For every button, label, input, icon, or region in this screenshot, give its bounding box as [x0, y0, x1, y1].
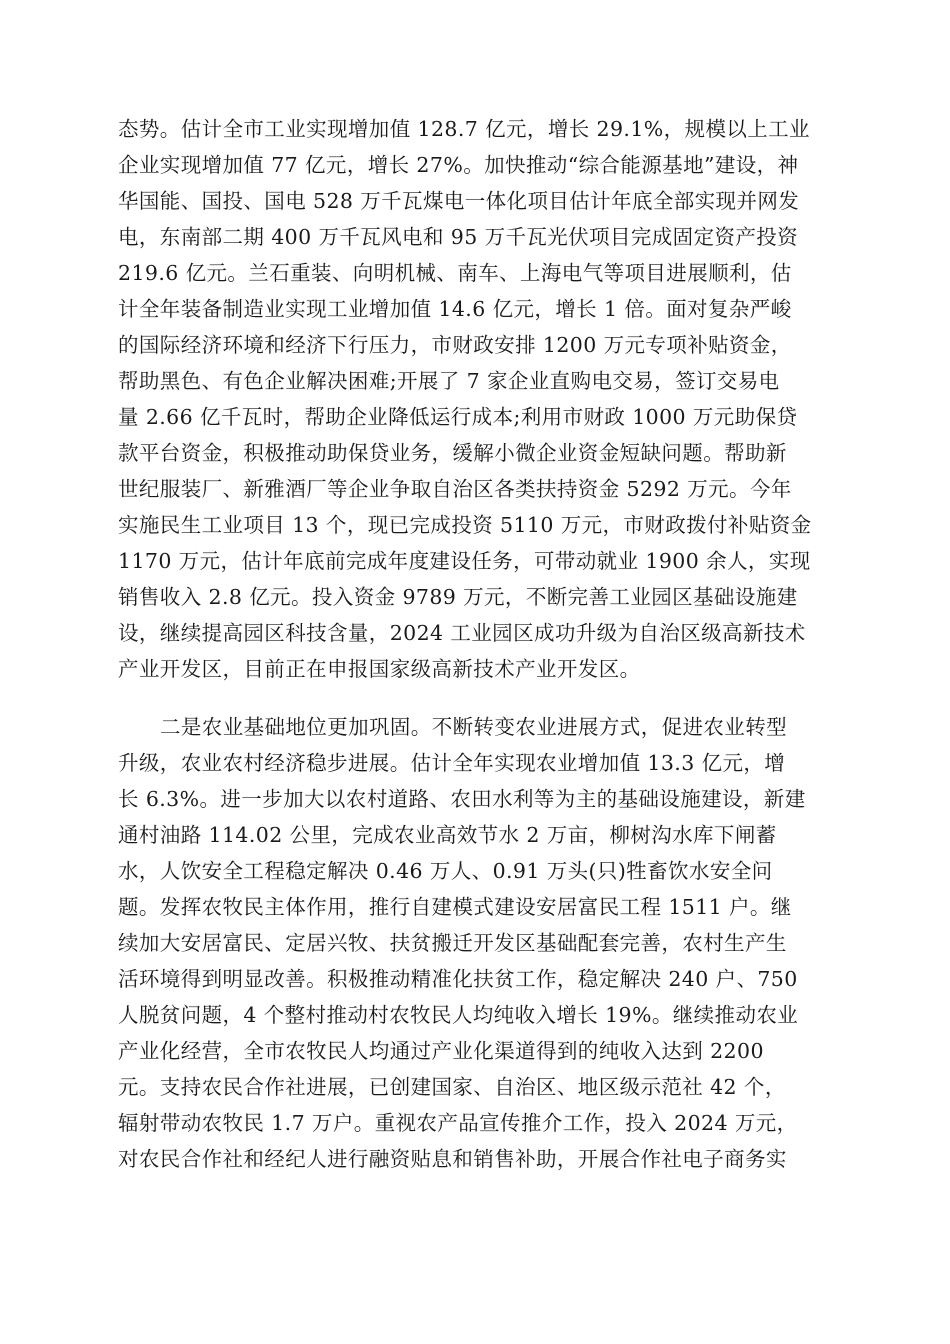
text-line: 帮助黑色、有色企业解决困难;开展了 7 家企业直购电交易，签订交易电 [118, 369, 780, 393]
text-line: 人脱贫问题，4 个整村推动村农牧民人均纯收入增长 19%。继续推动农业 [118, 1003, 799, 1027]
text-line: 升级，农业农村经济稳步进展。估计全年实现农业增加值 13.3 亿元，增 [118, 751, 786, 775]
text-line: 题。发挥农牧民主体作用，推行自建模式建设安居富民工程 1511 户。继 [118, 895, 792, 919]
text-line: 二是农业基础地位更加巩固。不断转变农业进展方式，促进农业转型 [160, 715, 787, 739]
text-line: 款平台资金，积极推动助保贷业务，缓解小微企业资金短缺问题。帮助新 [118, 441, 787, 465]
text-line: 续加大安居富民、定居兴牧、扶贫搬迁开发区基础配套完善，农村生产生 [118, 931, 787, 955]
text-line: 的国际经济环境和经济下行压力，市财政安排 1200 万元专项补贴资金， [118, 333, 792, 357]
text-line: 辐射带动农牧民 1.7 万户。重视农产品宣传推介工作，投入 2024 万元， [118, 1111, 798, 1135]
text-line: 水，人饮安全工程稳定解决 0.46 万人、0.91 万头(只)牲畜饮水安全问 [118, 859, 773, 883]
text-line: 世纪服装厂、新雅酒厂等企业争取自治区各类扶持资金 5292 万元。今年 [118, 477, 792, 501]
text-line: 元。支持农民合作社进展，已创建国家、自治区、地区级示范社 42 个， [118, 1075, 786, 1099]
text-line: 通村油路 114.02 公里，完成农业高效节水 2 万亩，柳树沟水库下闸蓄 [118, 823, 777, 847]
text-line: 实施民生工业项目 13 个，现已完成投资 5110 万元，市财政拨付补贴资金 [118, 513, 812, 537]
text-line: 量 2.66 亿千瓦时，帮助企业降低运行成本;利用市财政 1000 万元助保贷 [118, 405, 798, 429]
text-line: 219.6 亿元。兰石重装、向明机械、南车、上海电气等项目进展顺利，估 [118, 261, 792, 285]
text-line: 销售收入 2.8 亿元。投入资金 9789 万元，不断完善工业园区基础设施建 [118, 585, 798, 609]
text-line: 长 6.3%。进一步加大以农村道路、农田水利等为主的基础设施建设，新建 [118, 787, 806, 811]
text-line: 活环境得到明显改善。积极推动精准化扶贫工作，稳定解决 240 户、750 [118, 967, 798, 991]
text-line: 计全年装备制造业实现工业增加值 14.6 亿元，增长 1 倍。面对复杂严峻 [118, 297, 792, 321]
text-line: 华国能、国投、国电 528 万千瓦煤电一体化项目估计年底全部实现并网发 [118, 189, 800, 213]
text-line: 态势。估计全市工业实现增加值 128.7 亿元，增长 29.1%，规模以上工业 [118, 117, 810, 141]
text-line: 设，继续提高园区科技含量，2024 工业园区成功升级为自治区级高新技术 [118, 621, 806, 645]
text-line: 产业开发区，目前正在申报国家级高新技术产业开发区。 [118, 657, 641, 681]
text-line: 对农民合作社和经纪人进行融资贴息和销售补助，开展合作社电子商务实 [118, 1147, 787, 1171]
text-line: 产业化经营，全市农牧民人均通过产业化渠道得到的纯收入达到 2200 [118, 1039, 764, 1063]
text-line: 1170 万元，估计年底前完成年度建设任务，可带动就业 1900 余人，实现 [118, 549, 811, 573]
text-line: 电，东南部二期 400 万千瓦风电和 95 万千瓦光伏项目完成固定资产投资 [118, 225, 799, 249]
text-line: 企业实现增加值 77 亿元，增长 27%。加快推动“综合能源基地”建设，神 [118, 153, 799, 177]
